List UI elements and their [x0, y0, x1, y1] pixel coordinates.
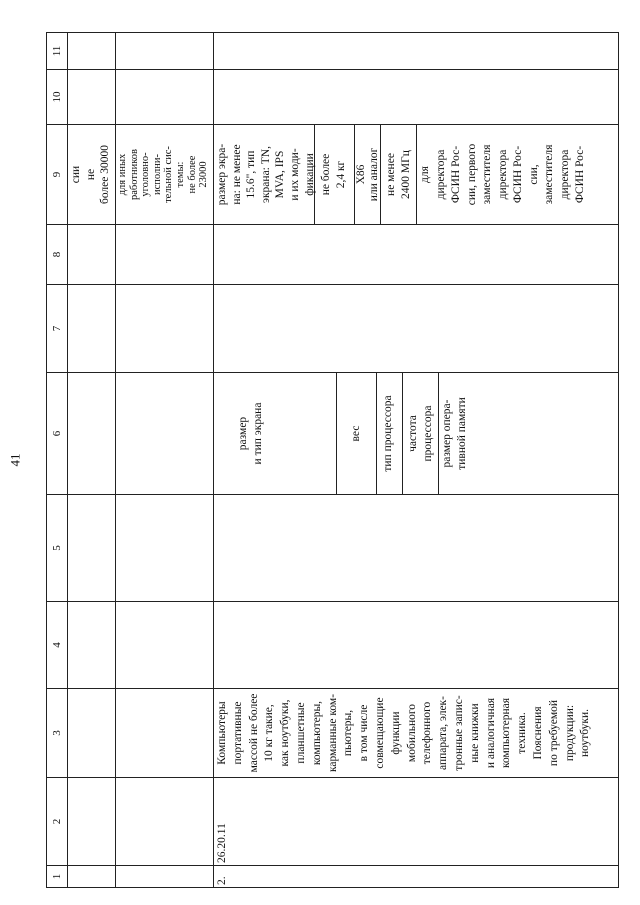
okpd-code: 26.20.11: [214, 778, 619, 866]
page-number: 41: [7, 453, 22, 467]
header-cell: 10: [47, 70, 68, 125]
header-cell: 4: [47, 602, 68, 689]
value-weight: не более 2,4 кг: [314, 125, 354, 224]
value-cpu-type: X86 или аналог: [354, 125, 380, 224]
header-cell: 5: [47, 495, 68, 602]
cell-col9-cont2: для иных работников уголовно- исполни- тельной сис- темы: не более 23000: [116, 125, 214, 225]
header-cell: 7: [47, 285, 68, 373]
param-cpu-freq: частота процессора: [402, 373, 438, 494]
value-ram: для директора ФСИН Рос- сии, первого заместителя директора ФСИН Рос- сии, заместителя директора ФСИН Рос-: [416, 125, 596, 224]
param-ram: размер опера- тивной памяти: [438, 373, 618, 494]
header-cell: 3: [47, 689, 68, 778]
rotated-table-container: [46, 33, 638, 888]
param-values: [214, 125, 619, 225]
param-cpu-type: тип процессора: [376, 373, 402, 494]
table-row: [116, 33, 214, 888]
header-cell: 8: [47, 225, 68, 285]
cell-col9-cont1: сии не более 30000: [68, 125, 116, 225]
param-screen: размер и тип экрана: [237, 402, 264, 465]
param-names: [214, 373, 619, 495]
header-cell: 11: [47, 33, 68, 70]
product-name: Компьютеры портативные массой не более 10 кг такие, как ноутбуки, планшетные компьютеры, карманные ком- пьютеры, в том числе совмещающие функции мобильного телефонного аппарата, элек- тронные запис- ные книжки и аналогичная компьютерная техника. Пояснения по требуемой продукции: ноутбуки.: [214, 689, 619, 778]
header-cell: 6: [47, 373, 68, 495]
spec-table: [46, 32, 619, 888]
table-row: [68, 33, 116, 888]
header-cell: 1: [47, 866, 68, 888]
param-weight: вес: [336, 373, 376, 494]
header-cell: 9: [47, 125, 68, 225]
value-screen: размер экра- на: не менее 15.6", тип экрана: TN, MVA, IPS и их моди- фикации: [216, 143, 316, 206]
header-cell: 2: [47, 778, 68, 866]
table-row: [214, 33, 619, 888]
value-cpu-freq: не менее 2400 МГц: [380, 125, 416, 224]
header-row: [47, 33, 68, 888]
row-number: 2.: [214, 866, 619, 888]
